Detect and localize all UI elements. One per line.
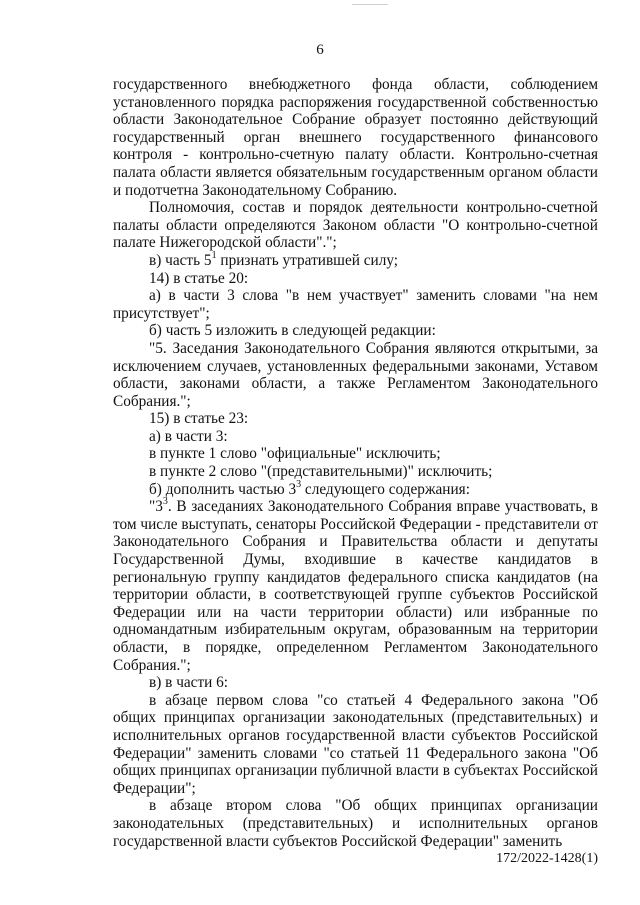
paragraph-item-a: а) в части 3 слова "в нем участвует" заменить словами "на нем присутствует"; xyxy=(113,287,598,322)
paragraph-abzac-2: в абзаце втором слова "Об общих принципах организации законодательных (представительных) и исполнительных органов государственной власти субъектов Российской Федерации" заменить xyxy=(113,797,598,850)
scan-artifact xyxy=(352,4,388,5)
paragraph-point-1: в пункте 1 слово "официальные" исключить; xyxy=(149,445,441,463)
paragraph-powers: Полномочия, состав и порядок деятельности контрольно-счетной палаты области определяются Законом области "О контрольно-счетной палате Нижегородской области"."; xyxy=(113,199,598,252)
paragraph-point-2: в пункте 2 слово "(представительными)" исключить; xyxy=(149,463,493,481)
paragraph-continuation: государственного внебюджетного фонда области, соблюдением установленного порядка распоряжения государственной собственностью области Законодательное Собрание образует постоянно действующий государственный орган внешнего государственного финансового контроля - контрольно-счетную палату области. Контрольно-счетная палата области является обязательным государственным органом области и подотчетна Законодательному Собранию. xyxy=(113,76,598,199)
page-number: 6 xyxy=(316,42,324,58)
paragraph-item-v: в) часть $5^1$ признать утратившей силу; xyxy=(149,249,399,269)
document-code: 172/2022-1428(1) xyxy=(496,851,598,866)
paragraph-item-15: 15) в статье 23: xyxy=(149,410,249,428)
paragraph-quote-5: "5. Заседания Законодательного Собрания являются открытыми, за исключением случаев, установленных федеральными законами, Уставом области, законами области, а также Регламентом Законодательного Собрания."; xyxy=(113,339,598,410)
document-body xyxy=(113,76,598,850)
paragraph-item-b-add: б) дополнить частью $3^3$ следующего содержания: xyxy=(149,478,470,498)
paragraph-abzac-1: в абзаце первом слова "со статьей 4 Федерального закона "Об общих принципах организации законодательных (представительных) и исполнительных органов государственной власти субъектов Российской Федерации" заменить словами "со статьей 11 Федерального закона "Об общих принципах организации публичной власти в субъектах Российской Федерации"; xyxy=(113,691,598,797)
paragraph-item-14: 14) в статье 20: xyxy=(149,269,249,287)
paragraph-quote-3-3: "$3^3$. В заседаниях Законодательного Собрания вправе участвовать, в том числе выступать, сенаторы Российской Федерации - представители от Законодательного Собрания и Правительства области и депутаты Государственной Думы, входившие в качестве кандидатов в региональную группу кандидатов федерального списка кандидатов (на территории области, в соответствующей группе субъектов Российской Федерации или на части территории области) или избранные по одномандатным избирательным округам, образованным на территории области, в порядке, определенном Регламентом Законодательного Собрания."; xyxy=(113,496,598,674)
paragraph-item-b: б) часть 5 изложить в следующей редакции: xyxy=(149,322,436,340)
paragraph-item-a-part3: а) в части 3: xyxy=(149,427,228,445)
paragraph-item-v-part6: в) в части 6: xyxy=(149,674,229,692)
